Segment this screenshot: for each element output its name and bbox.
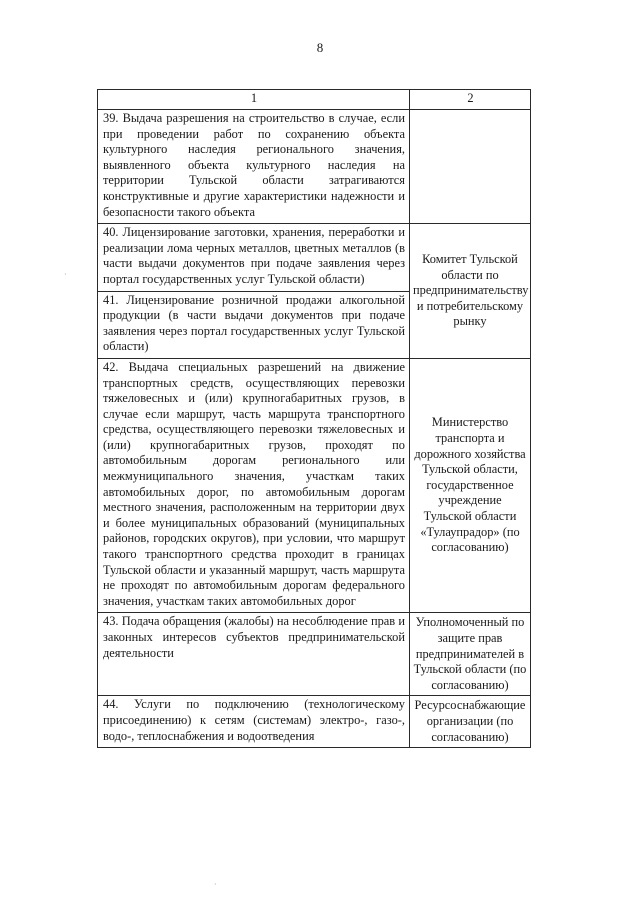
scan-speck-mark-bottom: · bbox=[214, 880, 217, 889]
table-row-39 bbox=[98, 110, 531, 224]
services-table bbox=[97, 89, 531, 748]
service-cell-43: 43. Подача обращения (жалобы) на несоблюдение прав и законных интересов субъектов предпринимательской деятельности bbox=[98, 613, 410, 696]
authority-cell-40-41: Комитет Тульской области по предпринимательству и потребительскому рынку bbox=[410, 224, 531, 359]
page-number: 8 bbox=[316, 40, 324, 55]
scan-speck-mark: · bbox=[64, 270, 67, 279]
service-cell-40: 40. Лицензирование заготовки, хранения, переработки и реализации лома черных металлов, цветных металлов (в части выдачи документов при подаче заявления через портал государственных услуг Тульской области) bbox=[98, 224, 410, 291]
table-row-42 bbox=[98, 358, 531, 613]
authority-cell-39 bbox=[410, 110, 531, 224]
authority-cell-43: Уполномоченный по защите прав предпринимателей в Тульской области (по согласованию) bbox=[410, 613, 531, 696]
service-cell-42: 42. Выдача специальных разрешений на движение транспортных средств, осуществляющих перевозки тяжеловесных и (или) крупногабаритных грузов, в случае если маршрут, часть маршрута транспортного средства, осуществляющего перевозки тяжеловесных и (или) крупногабаритных грузов, проходят по автомобильным дорогам регионального или межмуниципального значения, участкам таких автомобильных дорог, по автомобильным дорогам местного значения, расположенным на территории двух и более муниципальных образований (муниципальных районов, городских округов), при условии, что маршрут такого транспортного средства проходит в границах Тульской области и указанный маршрут, часть маршрута не проходят по автомобильным дорогам федерального значения, участкам таких автомобильных дорог bbox=[98, 358, 410, 613]
table-header-row bbox=[98, 90, 531, 110]
authority-cell-44: Ресурсоснабжающие организации (по согласованию) bbox=[410, 696, 531, 748]
table-row-40 bbox=[98, 224, 531, 291]
column-header-1: 1 bbox=[98, 90, 410, 110]
table-row-43 bbox=[98, 613, 531, 696]
column-header-2: 2 bbox=[410, 90, 531, 110]
table-row-44 bbox=[98, 696, 531, 748]
service-cell-39: 39. Выдача разрешения на строительство в случае, если при проведении работ по сохранению объекта культурного наследия регионального значения, выявленного объекта культурного наследия на территории Тульской области затрагиваются конструктивные и другие характеристики надежности и безопасности такого объекта bbox=[98, 110, 410, 224]
service-cell-44: 44. Услуги по подключению (технологическому присоединению) к сетям (системам) электро-, газо-, водо-, теплоснабжения и водоотведения bbox=[98, 696, 410, 748]
service-cell-41: 41. Лицензирование розничной продажи алкогольной продукции (в части выдачи документов при подаче заявления через портал государственных услуг Тульской области) bbox=[98, 291, 410, 358]
authority-cell-42: Министерство транспорта и дорожного хозяйства Тульской области, государственное учреждение Тульской области «Тулаупрадор» (по согласованию) bbox=[410, 358, 531, 613]
